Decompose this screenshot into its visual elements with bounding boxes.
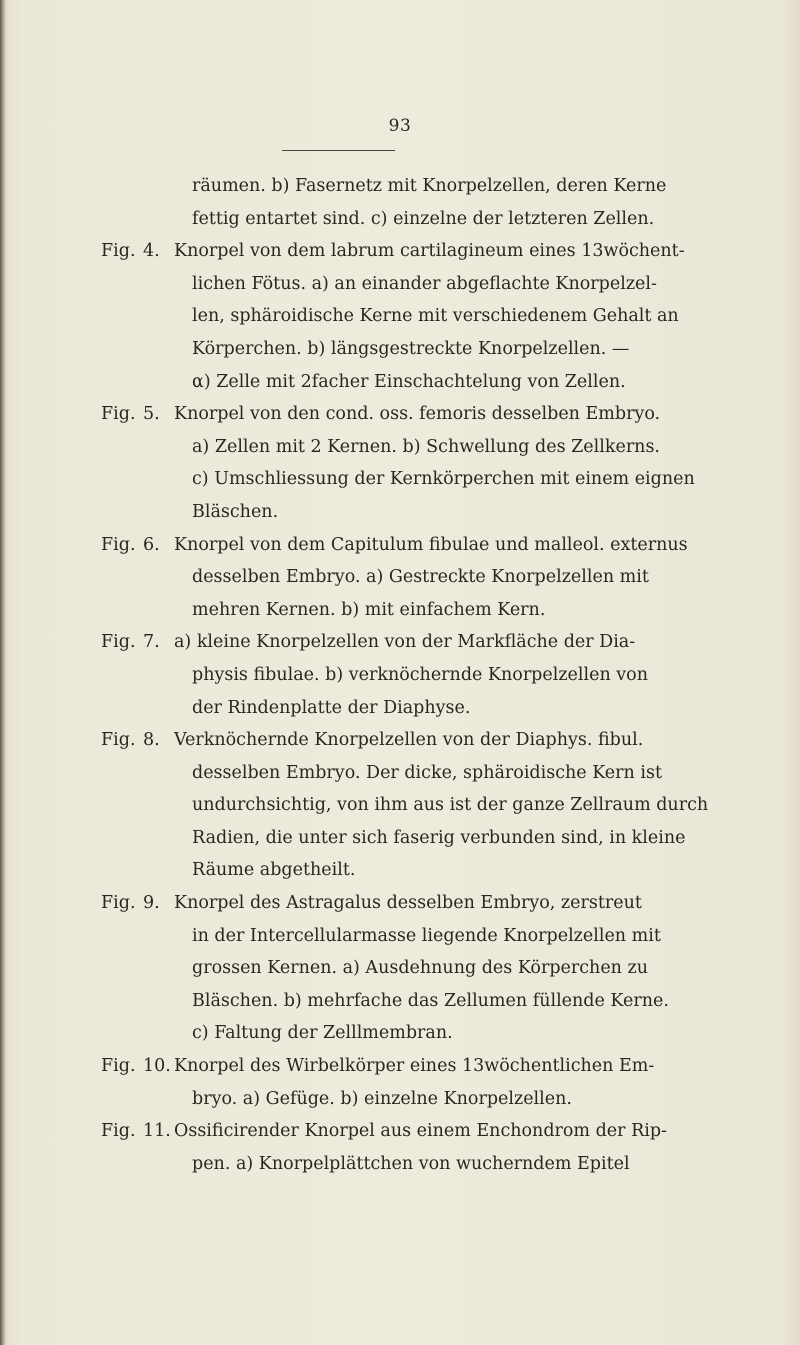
caption-text [174,170,784,235]
caption-text [174,1115,784,1180]
figure-word: Fig. [101,730,136,751]
figure-label [101,170,171,203]
figure-caption-11 [0,1115,800,1180]
caption-line: a) Zellen mit 2 Kernen. b) Schwellung des Zellkerns. [192,436,660,457]
figure-caption-9 [0,887,800,1050]
caption-line: Bläschen. [192,501,279,522]
caption-text [174,235,784,398]
caption-text [174,626,784,724]
caption-line: pen. a) Knorpelplättchen von wucherndem Epitel [192,1153,630,1174]
figure-number: 5. [143,404,160,425]
caption-line: desselben Embryo. Der dicke, sphäroidische Kern ist [192,762,662,783]
caption-text [174,529,784,627]
figure-caption-4 [0,235,800,398]
figure-label [101,1115,171,1148]
caption-line: c) Faltung der Zelllmembran. [192,1023,453,1044]
figure-caption-7 [0,626,800,724]
caption-line: Knorpel von den cond. oss. femoris desselben Embryo. [174,404,661,425]
figure-number: 4. [143,241,160,262]
caption-text [174,887,784,1050]
page-number-underline [282,150,395,151]
caption-line: Bläschen. b) mehrfache das Zellumen füllende Kerne. [192,990,669,1011]
caption-line: Knorpel von dem labrum cartilagineum eines 13wöchent- [174,241,685,262]
figure-number: 10. [143,1056,171,1077]
caption-line: Radien, die unter sich faserig verbunden sind, in kleine [192,827,686,848]
caption-line: mehren Kernen. b) mit einfachem Kern. [192,599,546,620]
figure-label [101,529,171,562]
figure-label [101,1050,171,1083]
figure-caption-8 [0,724,800,887]
figure-caption-6 [0,529,800,627]
caption-line: räumen. b) Fasernetz mit Knorpelzellen, deren Kerne [192,176,667,196]
figure-number: 11. [143,1121,171,1142]
caption-line: desselben Embryo. a) Gestreckte Knorpelzellen mit [192,567,649,588]
figure-number: 7. [143,632,160,653]
caption-line: Verknöchernde Knorpelzellen von der Diaphys. fibul. [174,730,644,751]
caption-line: undurchsichtig, von ihm aus ist der ganze Zellraum durch [192,795,709,816]
figure-word: Fig. [101,1056,136,1077]
caption-line: der Rindenplatte der Diaphyse. [192,697,471,718]
figure-word: Fig. [101,893,136,914]
caption-line: physis fibulae. b) verknöchernde Knorpelzellen von [192,664,648,685]
figure-captions [0,170,800,1180]
page-number: 93 [388,116,412,136]
figure-word: Fig. [101,1121,136,1142]
figure-word: Fig. [101,404,136,425]
caption-line: a) kleine Knorpelzellen von der Markfläche der Dia- [174,632,636,653]
figure-label [101,626,171,659]
figure-label [101,887,171,920]
figure-number: 8. [143,730,160,751]
figure-caption-5 [0,398,800,528]
figure-word: Fig. [101,241,136,262]
caption-line: Räume abgetheilt. [192,860,356,881]
caption-line: lichen Fötus. a) an einander abgeflachte Knorpelzel- [192,273,657,294]
caption-line: len, sphäroidische Kerne mit verschiedenem Gehalt an [192,306,679,327]
figure-word: Fig. [101,632,136,653]
caption-text [174,1050,784,1115]
caption-line: α) Zelle mit 2facher Einschachtelung von Zellen. [192,371,626,392]
caption-line: in der Intercellularmasse liegende Knorpelzellen mit [192,925,661,946]
figure-number: 6. [143,534,160,555]
caption-line: Knorpel des Wirbelkörper eines 13wöchentlichen Em- [174,1056,655,1077]
figure-label [101,235,171,268]
caption-text [174,724,784,887]
figure-label [101,398,171,431]
caption-line: grossen Kernen. a) Ausdehnung des Körperchen zu [192,958,649,979]
caption-text [174,398,784,528]
caption-line: Knorpel von dem Capitulum fibulae und malleol. externus [174,534,688,555]
caption-line: Knorpel des Astragalus desselben Embryo, zerstreut [174,893,642,914]
caption-line: Körperchen. b) längsgestreckte Knorpelzellen. — [192,338,630,359]
caption-line: bryo. a) Gefüge. b) einzelne Knorpelzellen. [192,1088,572,1109]
caption-line: fettig entartet sind. c) einzelne der letzteren Zellen. [192,208,655,229]
figure-caption-10 [0,1050,800,1115]
figure-label [101,724,171,757]
caption-line: c) Umschliessung der Kernkörperchen mit einem eignen [192,469,695,490]
figure-caption-continued [0,170,800,235]
figure-number: 9. [143,893,160,914]
figure-word: Fig. [101,534,136,555]
caption-line: Ossificirender Knorpel aus einem Enchondrom der Rip- [174,1121,667,1142]
